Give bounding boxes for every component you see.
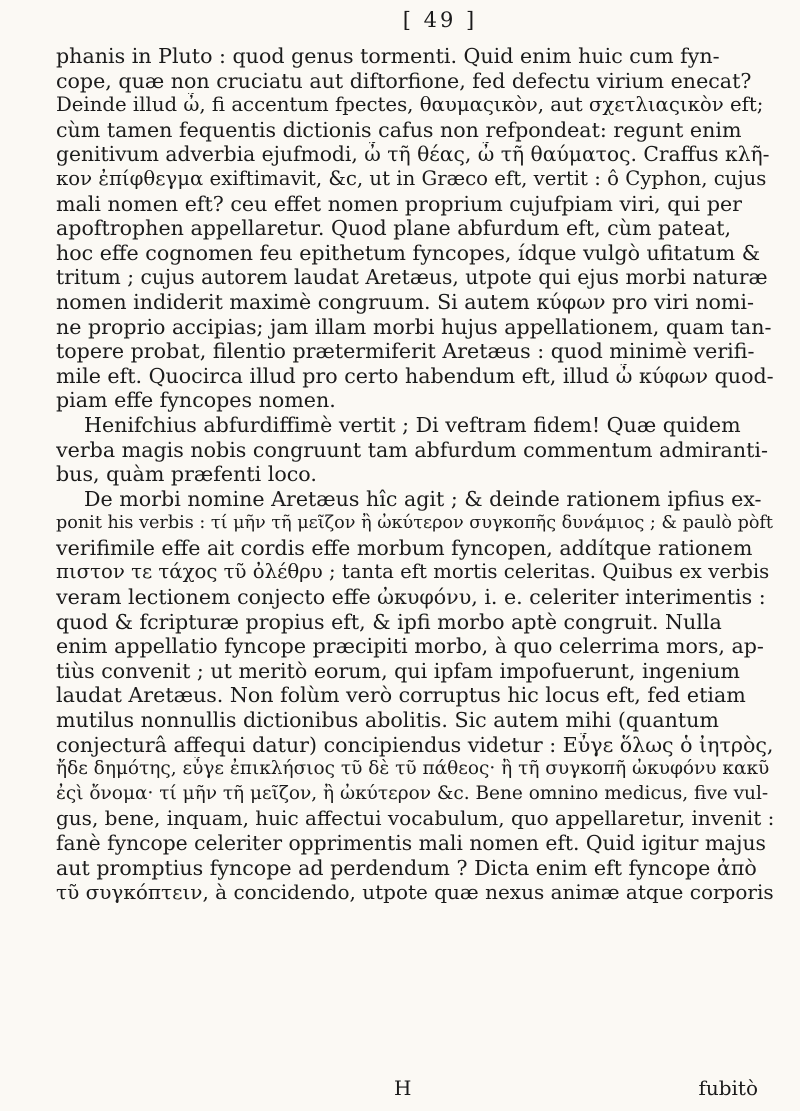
text-line: De morbi nomine Aretæus hîc agit ; & deinde rationem ipfius ex- xyxy=(84,486,762,511)
text-line: topere probat, filentio prætermiferit Aretæus : quod minimè verifi- xyxy=(56,339,755,364)
text-line: nomen indiderit maximè congruum. Si autem κύφων pro viri nomi- xyxy=(56,289,754,314)
text-line: laudat Aretæus. Non folùm verò corruptus hic locus eft, fed etiam xyxy=(56,683,746,708)
text-line: conjecturâ affequi datur) concipiendus videtur : Εὖγε ὅλως ὁ ἰητρὸς, xyxy=(56,732,774,757)
text-line: verifimile effe ait cordis effe morbum fyncopen, addítque rationem xyxy=(56,535,753,560)
text-line: mutilus nonnullis dictionibus abolitis. Sic autem mihi (quantum xyxy=(56,708,719,733)
text-line: gus, bene, inquam, huic affectui vocabulum, quo appellaretur, invenit : xyxy=(56,806,774,831)
text-line: Deinde illud ὦ, fi accentum fpectes, θαυμαςικὸν, aut σχετλιαςικὸν eft; xyxy=(56,93,764,117)
signature-mark: H xyxy=(394,1076,412,1100)
text-line: bus, quàm præfenti loco. xyxy=(56,462,317,487)
text-line: κον ἐπίφθεγμα exiftimavit, &c, ut in Græco eft, vertit : ô Cyphon, cujus xyxy=(56,166,767,190)
text-line: ἐςὶ ὄνομα· τί μῆν τῆ μεῖζον, ἢ ὠκύτερον &c. Bene omnino medicus, five vul- xyxy=(56,782,769,804)
catchword: fubitò xyxy=(698,1076,758,1100)
paragraph-1 xyxy=(56,44,774,413)
paragraph-3 xyxy=(56,487,774,905)
paragraph-2 xyxy=(56,413,774,487)
text-line: mile eft. Quocirca illud pro certo habendum eft, illud ὦ κύφων quod- xyxy=(56,363,774,388)
text-line: veram lectionem conjecto effe ὠκυφόνυ, i. e. celeriter interimentis : xyxy=(56,585,766,610)
page-number: [ 49 ] xyxy=(402,8,478,32)
text-line: hoc effe cognomen feu epithetum fyncopes, ídque vulgò ufitatum & xyxy=(56,240,761,265)
text-line: mali nomen eft? ceu effet nomen proprium cujufpiam viri, qui per xyxy=(56,191,743,216)
text-line: apoftrophen appellaretur. Quod plane abfurdum eft, cùm pateat, xyxy=(56,216,732,241)
text-line: fanè fyncope celeriter opprimentis mali nomen eft. Quid igitur majus xyxy=(56,831,766,855)
text-line: verba magis nobis congruunt tam abfurdum commentum admiranti- xyxy=(56,437,768,462)
text-line: ne proprio accipias; jam illam morbi hujus appellationem, quam tan- xyxy=(56,314,772,339)
text-line: cope, quæ non cruciatu aut diftorfione, fed defectu virium enecat? xyxy=(56,68,752,93)
text-line: cùm tamen fequentis dictionis cafus non refpondeat: regunt enim xyxy=(56,117,742,142)
text-line: πιστον τε τάχος τῦ ὀλέθρυ ; tanta eft mortis celeritas. Quibus ex verbis xyxy=(56,560,770,584)
text-line: enim appellatio fyncope præcipiti morbo, à quo celerrima mors, ap- xyxy=(56,634,764,659)
text-line: tiùs convenit ; ut meritò eorum, qui ipfam impofuerunt, ingenium xyxy=(56,658,740,683)
text-line: phanis in Pluto : quod genus tormenti. Quid enim huic cum fyn- xyxy=(56,44,720,68)
text-line: genitivum adverbia ejufmodi, ὦ τῆ θέας, ὦ τῆ θαύματος. Craffus κλῆ- xyxy=(56,142,770,167)
text-line: τῦ συγκόπτειν, à concidendo, utpote quæ nexus animæ atque corporis xyxy=(56,880,774,905)
text-line: aut promptius fyncope ad perdendum ? Dicta enim eft fyncope ἀπὸ xyxy=(56,855,757,880)
text-line: ἤδε δημότης, εὖγε ἐπικλήσιος τῦ δὲ τῦ πάθεος· ἢ τῆ συγκοπῆ ὠκυφόνυ κακῦ xyxy=(56,758,770,780)
text-line: Henifchius abfurdiffimè vertit ; Di veftram fidem! Quæ quidem xyxy=(84,412,741,437)
text-line: quod & fcripturæ propius eft, & ipfi morbo aptè congruit. Nulla xyxy=(56,609,722,634)
text-line: piam effe fyncopes nomen. xyxy=(56,388,336,413)
text-line: ponit his verbis : τί μῆν τῆ μεῖζον ἢ ὠκύτερον συγκοπῆς δυνάμιος ; & paulò pòft xyxy=(56,513,774,534)
text-line: tritum ; cujus autorem laudat Aretæus, utpote qui ejus morbi naturæ xyxy=(56,265,768,290)
